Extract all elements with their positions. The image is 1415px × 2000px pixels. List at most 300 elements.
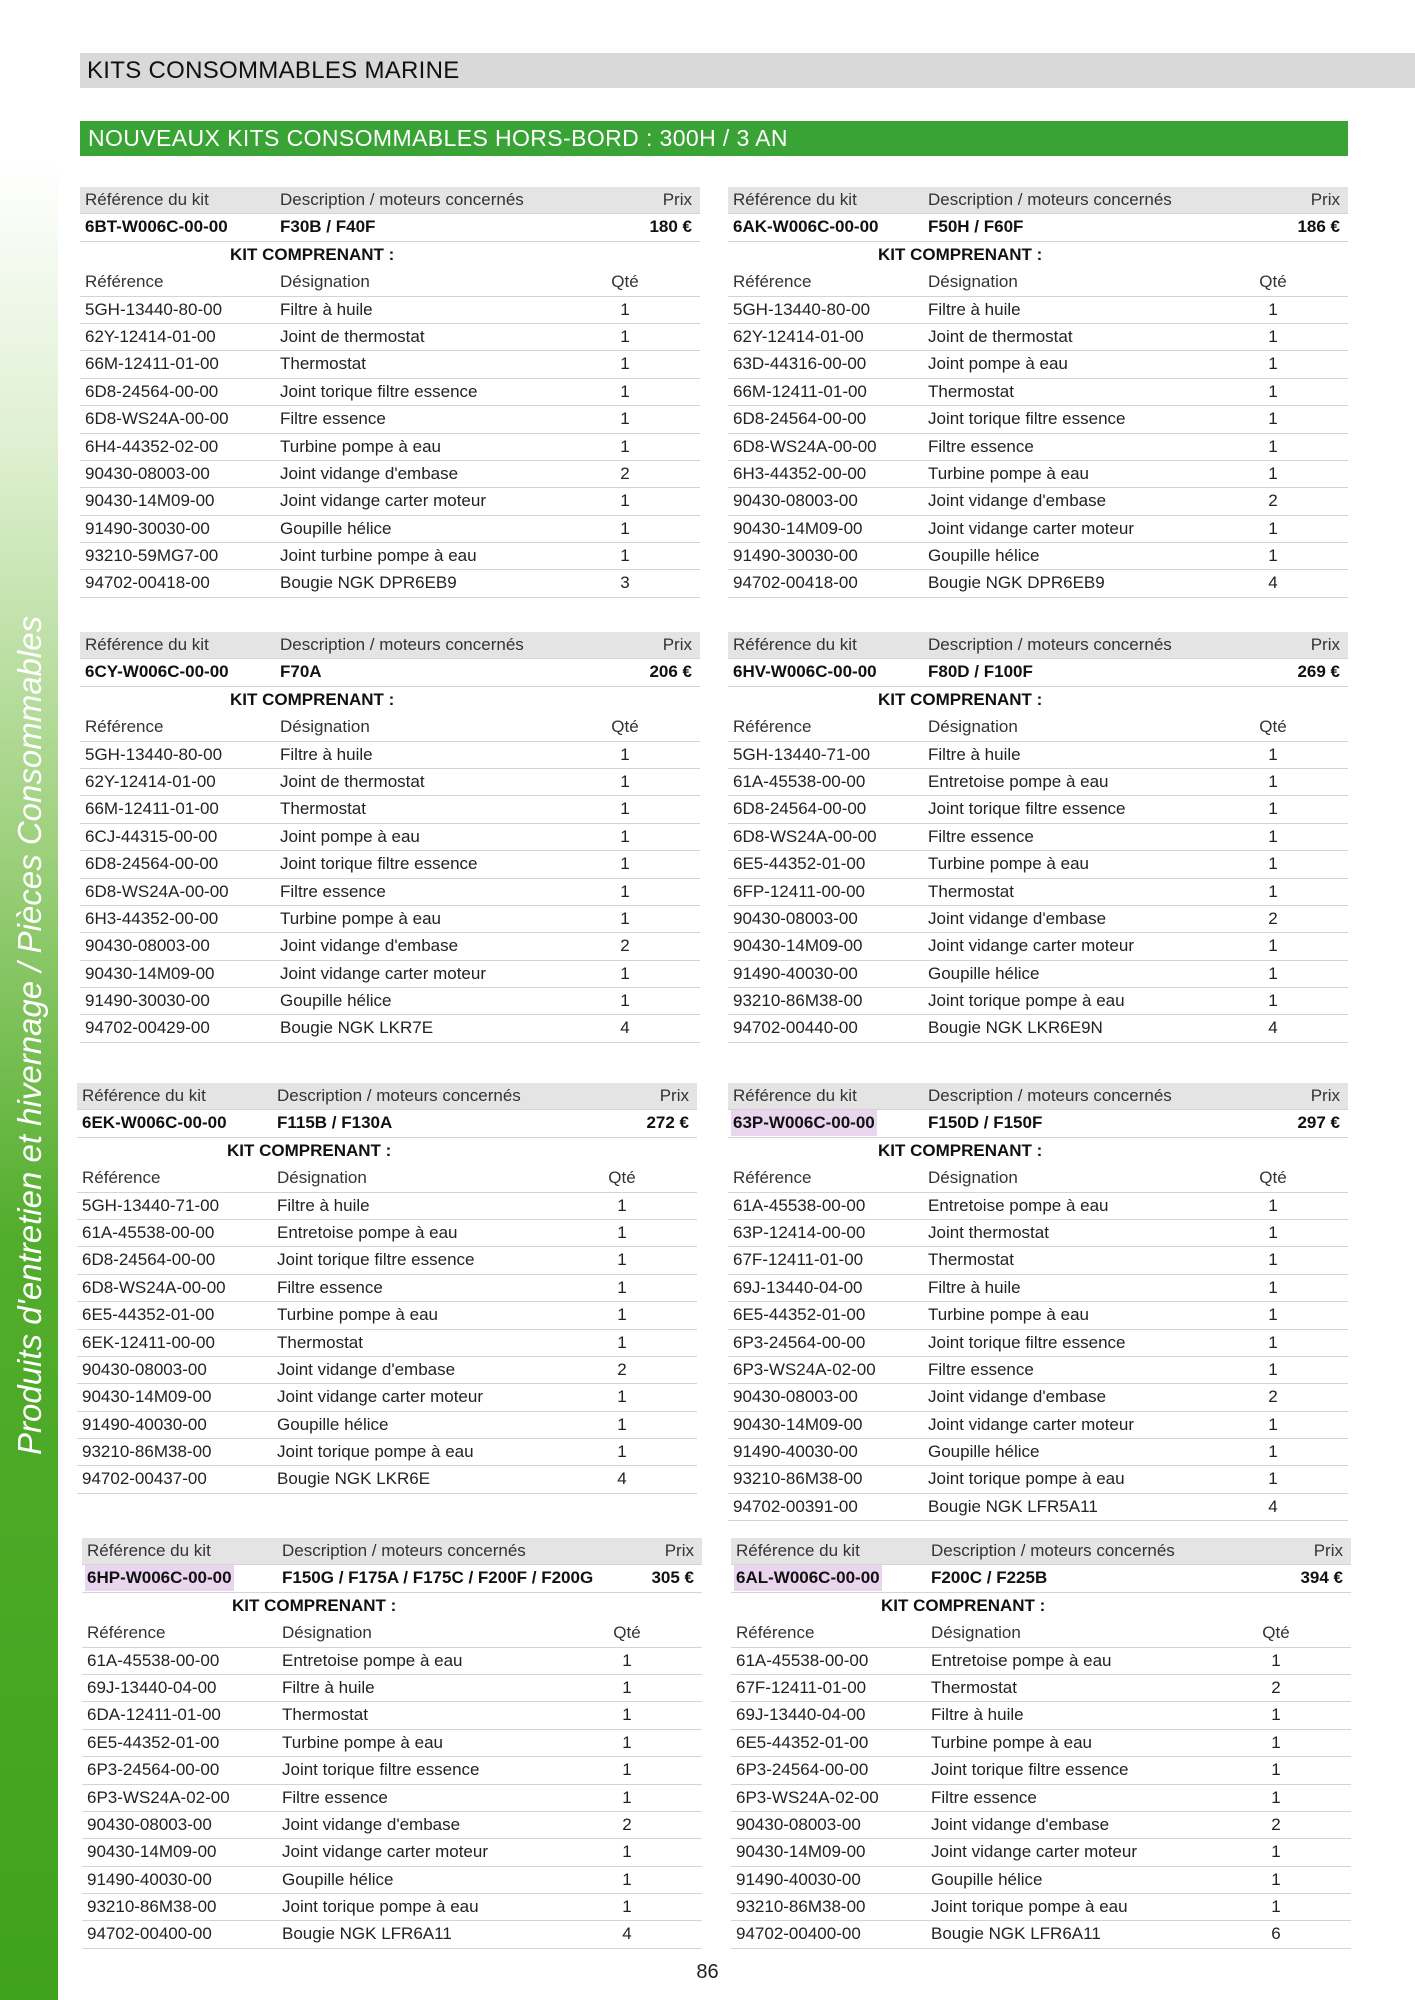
item-reference: 6E5-44352-01-00 (733, 1305, 866, 1325)
item-designation: Joint torique filtre essence (280, 381, 478, 401)
table-row (80, 1015, 700, 1042)
kit-header-row (728, 187, 1348, 214)
table-row (728, 406, 1348, 433)
designation-column-header: Désignation (931, 1623, 1021, 1643)
table-row (731, 1785, 1351, 1812)
item-qty: 2 (620, 936, 630, 956)
item-designation: Goupille hélice (931, 1869, 1043, 1889)
qty-column-header: Qté (613, 1623, 641, 1643)
item-qty: 1 (620, 381, 630, 401)
table-row (80, 324, 700, 351)
table-row (728, 933, 1348, 960)
item-qty: 1 (622, 1787, 632, 1807)
kit-comprenant-label: KIT COMPRENANT : (881, 1595, 1046, 1615)
items-column-header (80, 269, 700, 296)
item-qty: 1 (620, 299, 630, 319)
table-row (80, 434, 700, 461)
kit-reference: 63P-W006C-00-00 (731, 1110, 877, 1136)
item-qty: 1 (1268, 1469, 1278, 1489)
item-designation: Filtre à huile (282, 1677, 375, 1697)
qty-column-header: Qté (611, 717, 639, 737)
item-qty: 6 (1271, 1924, 1281, 1944)
item-designation: Turbine pompe à eau (931, 1732, 1092, 1752)
item-designation: Bougie NGK LKR6E9N (928, 1018, 1103, 1038)
item-reference: 6D8-24564-00-00 (733, 409, 867, 429)
table-row (728, 796, 1348, 823)
item-reference: 61A-45538-00-00 (87, 1650, 220, 1670)
item-reference: 62Y-12414-01-00 (85, 326, 216, 346)
item-designation: Filtre à huile (928, 744, 1021, 764)
item-qty: 1 (620, 854, 630, 874)
item-reference: 90430-08003-00 (87, 1814, 212, 1834)
item-reference: 6P3-WS24A-02-00 (87, 1787, 230, 1807)
table-row (728, 1494, 1348, 1521)
item-qty: 1 (620, 826, 630, 846)
item-designation: Bougie NGK DPR6EB9 (280, 573, 457, 593)
designation-column-header: Désignation (280, 717, 370, 737)
item-qty: 4 (1268, 573, 1278, 593)
item-designation: Joint torique filtre essence (282, 1760, 480, 1780)
kit-header-row (77, 1083, 697, 1110)
item-reference: 6H4-44352-02-00 (85, 436, 219, 456)
item-qty: 1 (617, 1332, 627, 1352)
description-label: Description / moteurs concernés (282, 1541, 526, 1560)
item-designation: Joint torique pompe à eau (277, 1442, 474, 1462)
item-reference: 67F-12411-01-00 (736, 1677, 867, 1697)
item-qty: 1 (620, 354, 630, 374)
qty-column-header: Qté (1262, 1623, 1290, 1643)
kit-comprenant-label: KIT COMPRENANT : (232, 1595, 397, 1615)
header-bar (80, 53, 1415, 88)
item-designation: Entretoise pompe à eau (928, 771, 1109, 791)
item-designation: Bougie NGK DPR6EB9 (928, 573, 1105, 593)
table-row (77, 1220, 697, 1247)
item-reference: 6P3-WS24A-02-00 (733, 1359, 876, 1379)
item-designation: Turbine pompe à eau (928, 1305, 1089, 1325)
table-row (80, 570, 700, 597)
section-banner (80, 121, 1348, 156)
table-row (77, 1466, 697, 1493)
reference-column-header: Référence (733, 717, 812, 737)
table-row (728, 988, 1348, 1015)
kit-description: F80D / F100F (928, 662, 1033, 682)
item-designation: Turbine pompe à eau (928, 463, 1089, 483)
price-label: Prix (662, 190, 692, 209)
kit-comprenant-label: KIT COMPRENANT : (878, 689, 1043, 709)
price-label: Prix (1310, 1086, 1340, 1105)
price-label: Prix (1310, 190, 1340, 209)
description-label: Description / moteurs concernés (928, 635, 1172, 654)
kit-table (731, 1538, 1351, 1949)
table-row (731, 1648, 1351, 1675)
item-reference: 91490-40030-00 (87, 1869, 212, 1889)
description-label: Description / moteurs concernés (280, 190, 524, 209)
kit-description: F70A (280, 662, 322, 682)
item-reference: 6D8-WS24A-00-00 (85, 409, 229, 429)
item-reference: 6FP-12411-00-00 (733, 881, 865, 901)
table-row (728, 742, 1348, 769)
item-reference: 6E5-44352-01-00 (87, 1732, 220, 1752)
item-reference: 93210-86M38-00 (82, 1442, 212, 1462)
item-qty: 1 (617, 1222, 627, 1242)
item-designation: Joint torique filtre essence (928, 799, 1126, 819)
table-row (728, 1015, 1348, 1042)
item-qty: 1 (1271, 1897, 1281, 1917)
item-qty: 1 (622, 1897, 632, 1917)
item-designation: Joint thermostat (928, 1222, 1049, 1242)
kit-reference: 6HP-W006C-00-00 (85, 1565, 234, 1591)
item-reference: 94702-00418-00 (85, 573, 210, 593)
item-qty: 2 (617, 1359, 627, 1379)
item-designation: Bougie NGK LKR7E (280, 1018, 434, 1038)
item-reference: 94702-00400-00 (736, 1924, 861, 1944)
item-designation: Joint torique pompe à eau (931, 1897, 1128, 1917)
kit-comprenant-label: KIT COMPRENANT : (227, 1140, 392, 1160)
description-label: Description / moteurs concernés (931, 1541, 1175, 1560)
item-qty: 1 (1271, 1842, 1281, 1862)
description-label: Description / moteurs concernés (928, 1086, 1172, 1105)
item-reference: 90430-14M09-00 (733, 1414, 863, 1434)
item-reference: 94702-00429-00 (85, 1018, 210, 1038)
item-reference: 6E5-44352-01-00 (82, 1305, 215, 1325)
reference-column-header: Référence (733, 272, 812, 292)
table-row (731, 1867, 1351, 1894)
ref-kit-label: Référence du kit (87, 1541, 211, 1560)
item-reference: 90430-08003-00 (85, 936, 210, 956)
table-row (731, 1757, 1351, 1784)
item-designation: Thermostat (931, 1677, 1017, 1697)
table-row (728, 1193, 1348, 1220)
item-qty: 1 (1268, 771, 1278, 791)
table-row (80, 516, 700, 543)
item-designation: Filtre essence (928, 826, 1034, 846)
kit-header-row (731, 1538, 1351, 1565)
item-qty: 1 (1268, 381, 1278, 401)
kit-reference: 6EK-W006C-00-00 (82, 1113, 227, 1133)
item-reference: 94702-00437-00 (82, 1469, 207, 1489)
item-qty: 1 (620, 409, 630, 429)
item-designation: Entretoise pompe à eau (928, 1195, 1109, 1215)
table-row (728, 1466, 1348, 1493)
item-reference: 90430-14M09-00 (82, 1387, 212, 1407)
item-qty: 1 (617, 1195, 627, 1215)
item-designation: Bougie NGK LFR5A11 (928, 1496, 1098, 1516)
item-reference: 6H3-44352-00-00 (85, 908, 219, 928)
item-reference: 90430-14M09-00 (736, 1842, 866, 1862)
kit-row (731, 1565, 1351, 1592)
kit-table (728, 1083, 1348, 1521)
item-designation: Thermostat (280, 799, 366, 819)
kit-comprenant-row (82, 1593, 702, 1620)
item-reference: 93210-86M38-00 (733, 1469, 863, 1489)
item-reference: 5GH-13440-80-00 (85, 744, 223, 764)
item-qty: 1 (622, 1760, 632, 1780)
qty-column-header: Qté (1259, 272, 1287, 292)
page-number: 86 (696, 1961, 719, 1983)
item-qty: 1 (620, 491, 630, 511)
kit-description: F150G / F175A / F175C / F200F / F200G (282, 1568, 594, 1588)
table-row (82, 1839, 702, 1866)
item-designation: Turbine pompe à eau (928, 854, 1089, 874)
table-row (728, 961, 1348, 988)
item-reference: 66M-12411-01-00 (85, 799, 219, 819)
designation-column-header: Désignation (928, 717, 1018, 737)
item-qty: 1 (1271, 1760, 1281, 1780)
item-reference: 90430-08003-00 (85, 463, 210, 483)
table-row (82, 1648, 702, 1675)
item-designation: Goupille hélice (928, 1442, 1040, 1462)
description-label: Description / moteurs concernés (280, 635, 524, 654)
item-qty: 1 (1268, 1277, 1278, 1297)
table-row (728, 879, 1348, 906)
table-row (80, 379, 700, 406)
kit-reference: 6HV-W006C-00-00 (733, 662, 877, 682)
item-qty: 1 (622, 1677, 632, 1697)
item-reference: 67F-12411-01-00 (733, 1250, 864, 1270)
item-reference: 94702-00440-00 (733, 1018, 858, 1038)
table-row (80, 824, 700, 851)
kit-reference: 6AL-W006C-00-00 (734, 1565, 882, 1591)
item-designation: Joint torique filtre essence (280, 854, 478, 874)
qty-column-header: Qté (608, 1168, 636, 1188)
item-qty: 1 (1268, 518, 1278, 538)
kit-comprenant-row (728, 687, 1348, 714)
table-row (80, 796, 700, 823)
item-reference: 6H3-44352-00-00 (733, 463, 867, 483)
table-row (82, 1812, 702, 1839)
item-qty: 1 (1268, 1359, 1278, 1379)
items-column-header (728, 269, 1348, 296)
table-row (731, 1702, 1351, 1729)
items-column-header (731, 1620, 1351, 1647)
table-row (82, 1675, 702, 1702)
item-designation: Turbine pompe à eau (280, 908, 441, 928)
price-label: Prix (1313, 1541, 1343, 1560)
item-designation: Filtre à huile (931, 1705, 1024, 1725)
item-designation: Joint vidange carter moteur (931, 1842, 1137, 1862)
item-reference: 6D8-WS24A-00-00 (82, 1277, 226, 1297)
ref-kit-label: Référence du kit (733, 635, 857, 654)
item-designation: Joint de thermostat (928, 326, 1073, 346)
kit-table (80, 632, 700, 1043)
qty-column-header: Qté (1259, 717, 1287, 737)
item-designation: Entretoise pompe à eau (282, 1650, 463, 1670)
designation-column-header: Désignation (928, 272, 1018, 292)
table-row (82, 1757, 702, 1784)
item-designation: Thermostat (928, 1250, 1014, 1270)
item-qty: 1 (620, 326, 630, 346)
kit-price: 186 € (1297, 217, 1340, 237)
item-designation: Joint vidange d'embase (282, 1814, 461, 1834)
ref-kit-label: Référence du kit (733, 1086, 857, 1105)
kit-table (82, 1538, 702, 1949)
table-row (77, 1330, 697, 1357)
item-designation: Joint torique filtre essence (928, 1332, 1126, 1352)
ref-kit-label: Référence du kit (733, 190, 857, 209)
kit-table (77, 1083, 697, 1494)
item-reference: 90430-14M09-00 (85, 963, 215, 983)
item-designation: Turbine pompe à eau (280, 436, 441, 456)
item-reference: 5GH-13440-71-00 (82, 1195, 220, 1215)
item-qty: 1 (1268, 826, 1278, 846)
table-row (77, 1275, 697, 1302)
reference-column-header: Référence (733, 1168, 812, 1188)
item-qty: 1 (622, 1869, 632, 1889)
table-row (80, 906, 700, 933)
item-qty: 2 (620, 463, 630, 483)
item-qty: 4 (1268, 1018, 1278, 1038)
item-qty: 1 (617, 1387, 627, 1407)
item-designation: Filtre essence (931, 1787, 1037, 1807)
item-qty: 1 (1268, 1332, 1278, 1352)
item-designation: Filtre à huile (280, 299, 373, 319)
item-reference: 5GH-13440-80-00 (85, 299, 223, 319)
table-row (77, 1302, 697, 1329)
item-reference: 66M-12411-01-00 (733, 381, 867, 401)
item-reference: 93210-86M38-00 (733, 991, 863, 1011)
designation-column-header: Désignation (928, 1168, 1018, 1188)
table-row (77, 1384, 697, 1411)
item-designation: Joint de thermostat (280, 326, 425, 346)
item-reference: 90430-14M09-00 (85, 491, 215, 511)
item-designation: Joint vidange d'embase (928, 908, 1107, 928)
table-row (731, 1839, 1351, 1866)
item-reference: 6D8-24564-00-00 (85, 854, 219, 874)
header-title: KITS CONSOMMABLES MARINE (87, 57, 460, 84)
item-reference: 6E5-44352-01-00 (733, 854, 866, 874)
item-reference: 90430-08003-00 (733, 491, 858, 511)
item-reference: 91490-40030-00 (733, 963, 858, 983)
item-designation: Thermostat (282, 1705, 368, 1725)
kit-price: 297 € (1297, 1113, 1340, 1133)
item-qty: 1 (620, 546, 630, 566)
table-row (728, 1412, 1348, 1439)
kit-description: F50H / F60F (928, 217, 1024, 237)
item-qty: 1 (1268, 991, 1278, 1011)
item-designation: Goupille hélice (282, 1869, 394, 1889)
reference-column-header: Référence (85, 717, 164, 737)
reference-column-header: Référence (736, 1623, 815, 1643)
table-row (80, 769, 700, 796)
table-row (80, 851, 700, 878)
item-designation: Filtre à huile (928, 299, 1021, 319)
item-reference: 69J-13440-04-00 (736, 1705, 866, 1725)
table-row (728, 1275, 1348, 1302)
ref-kit-label: Référence du kit (736, 1541, 860, 1560)
table-row (731, 1730, 1351, 1757)
table-row (80, 543, 700, 570)
kit-comprenant-label: KIT COMPRENANT : (230, 689, 395, 709)
item-reference: 69J-13440-04-00 (733, 1277, 863, 1297)
item-reference: 91490-30030-00 (85, 991, 210, 1011)
item-qty: 1 (1268, 409, 1278, 429)
item-qty: 1 (1268, 436, 1278, 456)
table-row (728, 1302, 1348, 1329)
item-reference: 6P3-WS24A-02-00 (736, 1787, 879, 1807)
kit-comprenant-label: KIT COMPRENANT : (878, 244, 1043, 264)
item-designation: Joint turbine pompe à eau (280, 546, 477, 566)
sidebar-title: Produits d'entretien et hivernage / Pièces Consommables (11, 615, 48, 1455)
table-row (80, 879, 700, 906)
item-qty: 1 (620, 908, 630, 928)
table-row (80, 461, 700, 488)
item-reference: 93210-86M38-00 (736, 1897, 866, 1917)
item-reference: 62Y-12414-01-00 (85, 771, 216, 791)
item-designation: Filtre à huile (280, 744, 373, 764)
item-qty: 1 (1271, 1787, 1281, 1807)
items-column-header (77, 1165, 697, 1192)
kit-price: 305 € (651, 1568, 694, 1588)
description-label: Description / moteurs concernés (277, 1086, 521, 1105)
item-qty: 1 (617, 1414, 627, 1434)
item-designation: Thermostat (928, 381, 1014, 401)
kit-comprenant-row (80, 242, 700, 269)
item-reference: 5GH-13440-71-00 (733, 744, 871, 764)
table-row (77, 1193, 697, 1220)
item-reference: 94702-00400-00 (87, 1924, 212, 1944)
table-row (728, 824, 1348, 851)
kit-row (728, 214, 1348, 241)
item-qty: 4 (620, 1018, 630, 1038)
item-qty: 1 (620, 771, 630, 791)
price-label: Prix (659, 1086, 689, 1105)
kit-description: F200C / F225B (931, 1568, 1048, 1588)
price-label: Prix (662, 635, 692, 654)
item-reference: 90430-08003-00 (82, 1359, 207, 1379)
item-designation: Joint vidange carter moteur (277, 1387, 483, 1407)
item-designation: Joint torique filtre essence (277, 1250, 475, 1270)
item-qty: 1 (1268, 799, 1278, 819)
item-designation: Goupille hélice (277, 1414, 389, 1434)
table-row (728, 351, 1348, 378)
kit-comprenant-row (728, 242, 1348, 269)
ref-kit-label: Référence du kit (85, 635, 209, 654)
items-column-header (728, 1165, 1348, 1192)
item-designation: Thermostat (280, 354, 366, 374)
item-designation: Joint vidange carter moteur (280, 963, 486, 983)
item-qty: 2 (1268, 491, 1278, 511)
item-designation: Joint vidange d'embase (277, 1359, 456, 1379)
item-reference: 6D8-WS24A-00-00 (85, 881, 229, 901)
item-qty: 2 (1268, 1387, 1278, 1407)
price-label: Prix (664, 1541, 694, 1560)
item-reference: 6P3-24564-00-00 (736, 1760, 869, 1780)
item-qty: 1 (617, 1250, 627, 1270)
item-qty: 1 (1268, 963, 1278, 983)
item-designation: Entretoise pompe à eau (277, 1222, 458, 1242)
section-title: NOUVEAUX KITS CONSOMMABLES HORS-BORD : 300H / 3 AN (88, 125, 788, 151)
item-qty: 1 (1268, 1222, 1278, 1242)
item-reference: 61A-45538-00-00 (82, 1222, 215, 1242)
table-row (82, 1867, 702, 1894)
item-qty: 1 (1271, 1732, 1281, 1752)
kit-reference: 6AK-W006C-00-00 (733, 217, 879, 237)
item-reference: 90430-08003-00 (733, 1387, 858, 1407)
table-row (82, 1702, 702, 1729)
kit-price: 394 € (1300, 1568, 1343, 1588)
item-reference: 90430-08003-00 (733, 908, 858, 928)
item-reference: 61A-45538-00-00 (733, 771, 866, 791)
item-designation: Joint de thermostat (280, 771, 425, 791)
item-qty: 1 (617, 1277, 627, 1297)
kit-price: 206 € (649, 662, 692, 682)
table-row (77, 1357, 697, 1384)
item-reference: 61A-45538-00-00 (733, 1195, 866, 1215)
item-qty: 1 (1268, 854, 1278, 874)
kit-comprenant-row (728, 1138, 1348, 1165)
item-designation: Bougie NGK LFR6A11 (282, 1924, 452, 1944)
item-qty: 1 (1268, 1195, 1278, 1215)
